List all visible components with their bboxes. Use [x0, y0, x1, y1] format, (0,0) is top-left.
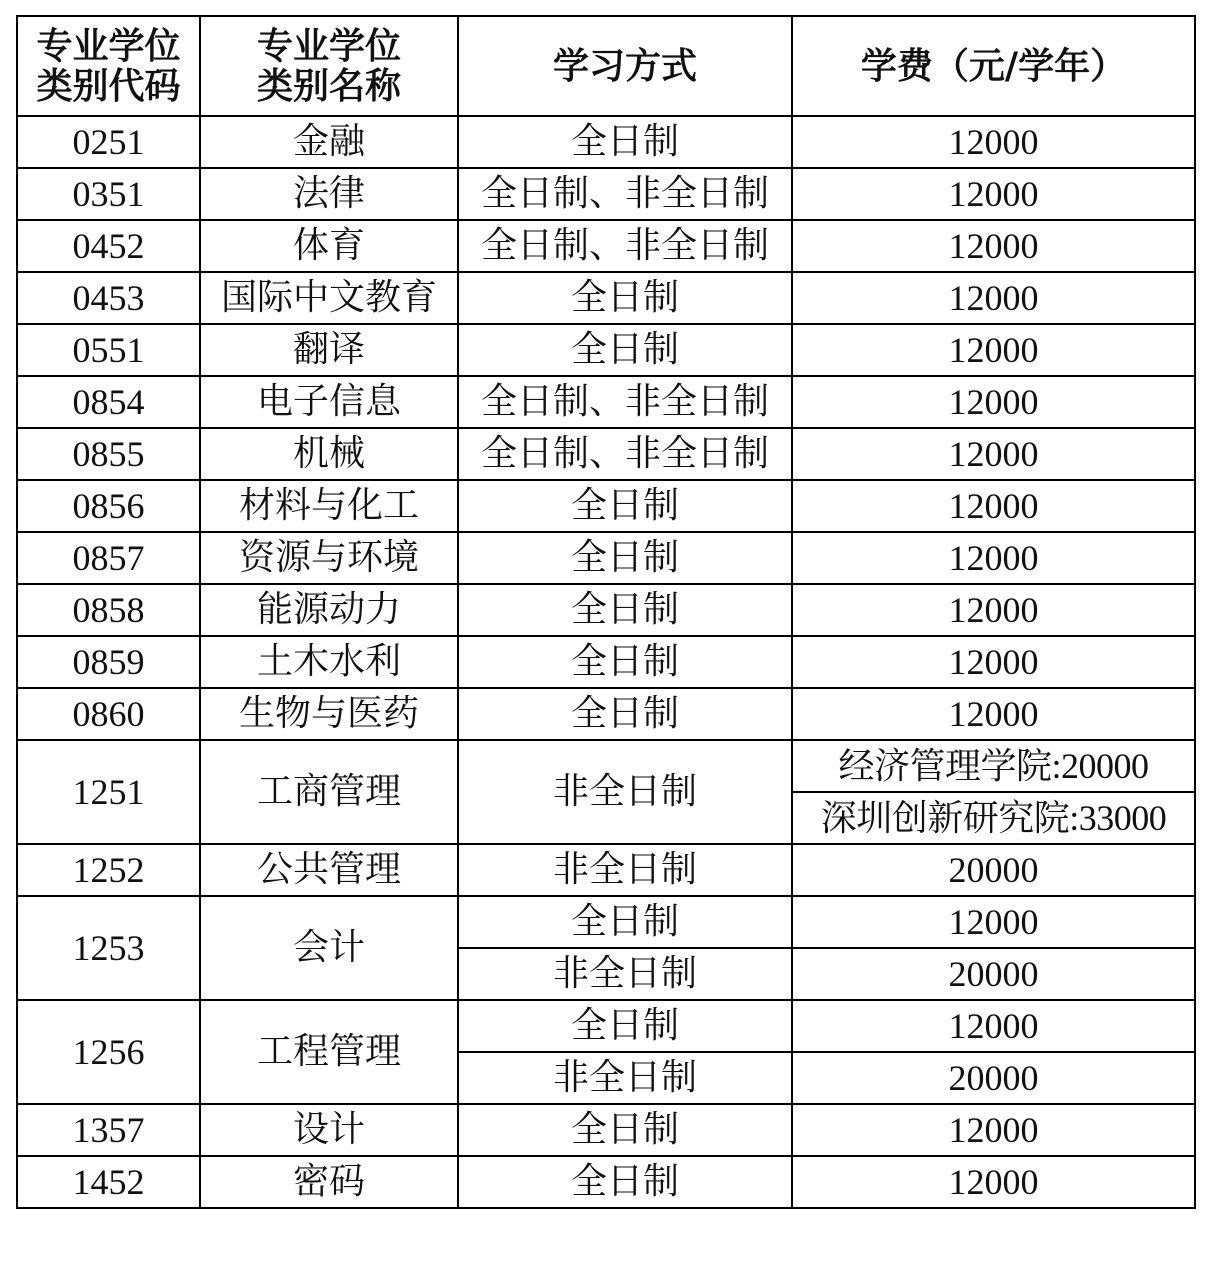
- name-cell: 公共管理: [200, 844, 458, 896]
- fee-cell: 20000: [792, 948, 1195, 1000]
- fee-cell: 12000: [792, 272, 1195, 324]
- fee-cell: 20000: [792, 1052, 1195, 1104]
- fee-cell: 12000: [792, 428, 1195, 480]
- header-code: [17, 16, 200, 116]
- fee-cell: 12000: [792, 1104, 1195, 1156]
- fee-cell: 12000: [792, 688, 1195, 740]
- mode-cell: 全日制: [458, 636, 792, 688]
- fee-cell: 12000: [792, 168, 1195, 220]
- name-cell: 资源与环境: [200, 532, 458, 584]
- name-cell: 机械: [200, 428, 458, 480]
- table-header-row: [17, 16, 1195, 116]
- mode-cell: 全日制、非全日制: [458, 428, 792, 480]
- code-cell: 0551: [17, 324, 200, 376]
- fee-cell: 12000: [792, 636, 1195, 688]
- code-cell: 0351: [17, 168, 200, 220]
- mode-cell: 全日制: [458, 1000, 792, 1052]
- table-row: [17, 324, 1195, 376]
- name-cell: 翻译: [200, 324, 458, 376]
- name-cell: 密码: [200, 1156, 458, 1208]
- code-cell: 1252: [17, 844, 200, 896]
- table-row: [17, 428, 1195, 480]
- name-cell: 生物与医药: [200, 688, 458, 740]
- table-row: [17, 220, 1195, 272]
- name-cell: 设计: [200, 1104, 458, 1156]
- name-cell: 土木水利: [200, 636, 458, 688]
- table-row: [17, 168, 1195, 220]
- table-row: [17, 272, 1195, 324]
- code-cell: 0858: [17, 584, 200, 636]
- fee-cell: 经济管理学院:20000: [792, 740, 1195, 792]
- mode-cell: 全日制: [458, 896, 792, 948]
- mode-cell: 全日制: [458, 1156, 792, 1208]
- code-cell: 0855: [17, 428, 200, 480]
- mode-cell: 非全日制: [458, 948, 792, 1000]
- table-row: [17, 636, 1195, 688]
- code-cell: 0854: [17, 376, 200, 428]
- fee-cell: 12000: [792, 324, 1195, 376]
- mode-cell: 全日制: [458, 1104, 792, 1156]
- mode-cell: 全日制: [458, 116, 792, 168]
- name-cell: 工商管理: [200, 740, 458, 844]
- mode-cell: 全日制: [458, 584, 792, 636]
- table-row-mba-1: [17, 740, 1195, 792]
- table-row: [17, 376, 1195, 428]
- mode-cell: 全日制: [458, 532, 792, 584]
- table-row: [17, 844, 1195, 896]
- name-cell: 金融: [200, 116, 458, 168]
- fee-cell: 12000: [792, 584, 1195, 636]
- name-cell: 会计: [200, 896, 458, 1000]
- fee-cell: 深圳创新研究院:33000: [792, 792, 1195, 844]
- mode-cell: 非全日制: [458, 1052, 792, 1104]
- code-cell: 1251: [17, 740, 200, 844]
- fee-cell: 12000: [792, 532, 1195, 584]
- table-row: [17, 584, 1195, 636]
- mode-cell: 非全日制: [458, 740, 792, 844]
- table-row: [17, 480, 1195, 532]
- header-code-line1: 专业学位: [36, 25, 181, 67]
- table-row: [17, 688, 1195, 740]
- fee-cell: 12000: [792, 220, 1195, 272]
- mode-cell: 全日制、非全日制: [458, 168, 792, 220]
- name-cell: 能源动力: [200, 584, 458, 636]
- table-row-mpacc-1: [17, 896, 1195, 948]
- mode-cell: 全日制: [458, 688, 792, 740]
- name-cell: 工程管理: [200, 1000, 458, 1104]
- tuition-table: [16, 15, 1196, 1209]
- fee-cell: 12000: [792, 1156, 1195, 1208]
- code-cell: 0453: [17, 272, 200, 324]
- table-row: [17, 1104, 1195, 1156]
- code-cell: 1253: [17, 896, 200, 1000]
- code-cell: 0856: [17, 480, 200, 532]
- header-name-line2: 类别名称: [256, 65, 401, 107]
- table-row-mem-1: [17, 1000, 1195, 1052]
- code-cell: 1256: [17, 1000, 200, 1104]
- header-mode: 学习方式: [458, 16, 792, 116]
- code-cell: 0452: [17, 220, 200, 272]
- mode-cell: 全日制、非全日制: [458, 220, 792, 272]
- code-cell: 0859: [17, 636, 200, 688]
- header-name: [200, 16, 458, 116]
- name-cell: 国际中文教育: [200, 272, 458, 324]
- name-cell: 材料与化工: [200, 480, 458, 532]
- name-cell: 电子信息: [200, 376, 458, 428]
- name-cell: 体育: [200, 220, 458, 272]
- mode-cell: 全日制: [458, 324, 792, 376]
- fee-cell: 12000: [792, 480, 1195, 532]
- code-cell: 0857: [17, 532, 200, 584]
- header-fee: 学费（元/学年）: [792, 16, 1195, 116]
- mode-cell: 非全日制: [458, 844, 792, 896]
- mode-cell: 全日制: [458, 272, 792, 324]
- fee-cell: 20000: [792, 844, 1195, 896]
- table-row: [17, 532, 1195, 584]
- fee-cell: 12000: [792, 376, 1195, 428]
- table-row: [17, 116, 1195, 168]
- code-cell: 0860: [17, 688, 200, 740]
- header-code-line2: 类别代码: [36, 65, 181, 107]
- table-row: [17, 1156, 1195, 1208]
- fee-cell: 12000: [792, 116, 1195, 168]
- code-cell: 0251: [17, 116, 200, 168]
- header-name-line1: 专业学位: [256, 25, 401, 67]
- fee-cell: 12000: [792, 896, 1195, 948]
- mode-cell: 全日制、非全日制: [458, 376, 792, 428]
- mode-cell: 全日制: [458, 480, 792, 532]
- code-cell: 1357: [17, 1104, 200, 1156]
- name-cell: 法律: [200, 168, 458, 220]
- fee-cell: 12000: [792, 1000, 1195, 1052]
- code-cell: 1452: [17, 1156, 200, 1208]
